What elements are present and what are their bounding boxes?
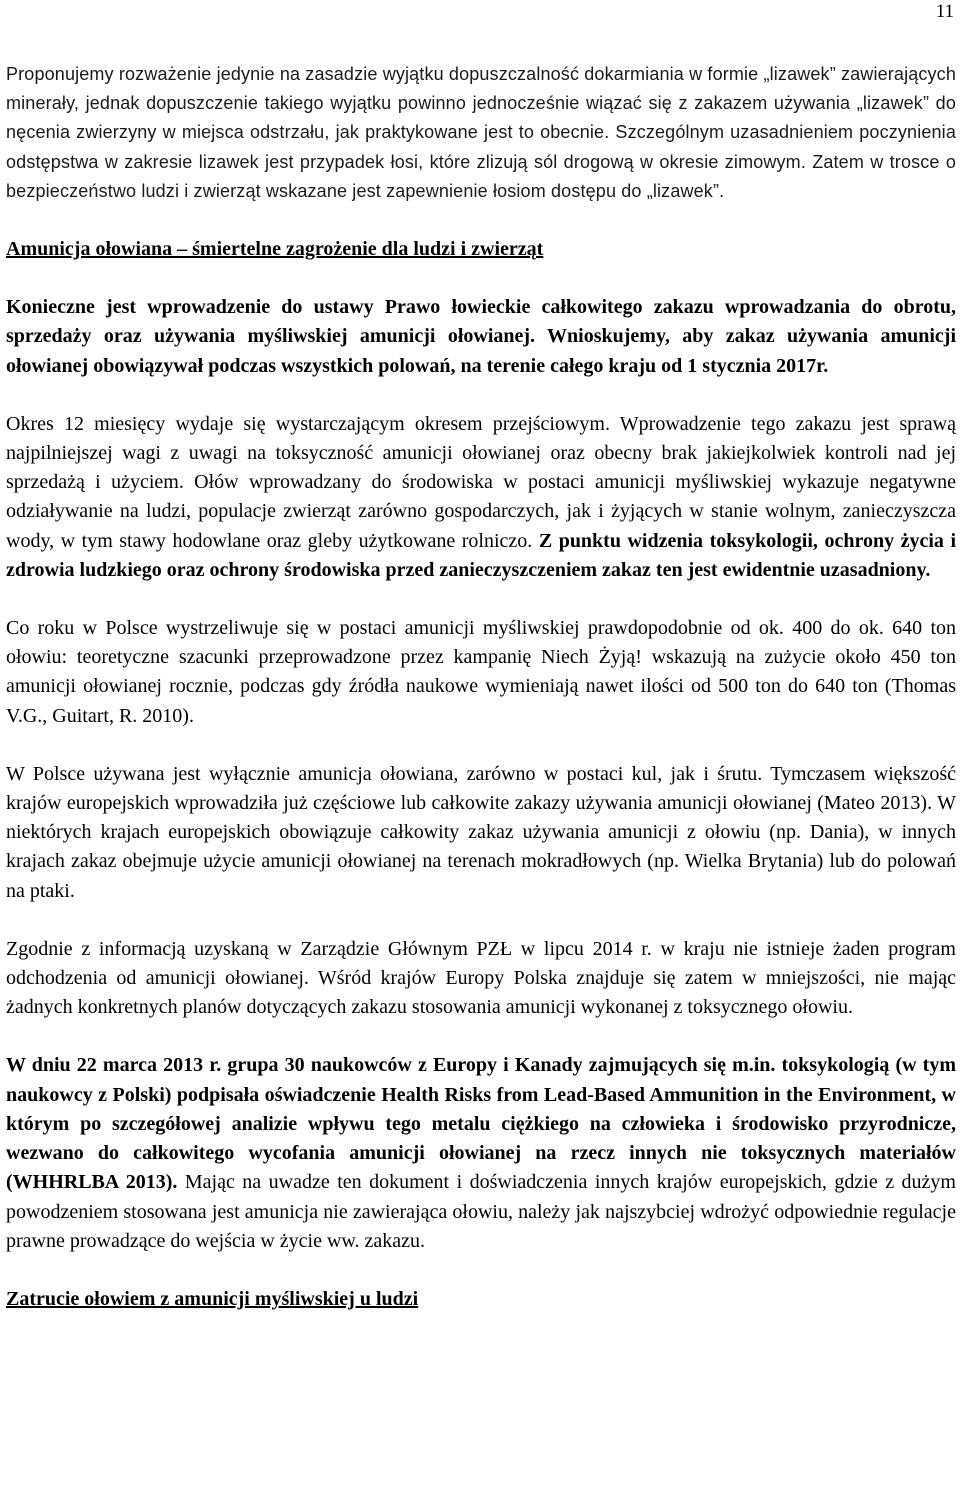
paragraph-transition-period-emphasis: Z punktu widzenia toksykologii, ochrony życia i zdrowia ludzkiego oraz ochrony środowiska przed zanieczyszczeniem zakaz ten jest ewidentnie uzasadniony.	[6, 529, 956, 581]
document-body	[6, 60, 956, 1314]
paragraph-transition-period	[6, 410, 956, 585]
section-heading-lead-ammunition: Amunicja ołowiana – śmiertelne zagrożenie dla ludzi i zwierząt	[6, 238, 544, 261]
paragraph-lizawki: Proponujemy rozważenie jedynie na zasadzie wyjątku dopuszczalność dokarmiania w formie „lizawek” zawierających minerały, jednak dopuszczenie takiego wyjątku powinno jednocześnie wiązać się z zakazem używania „lizawek” do nęcenia zwierzyny w miejsca odstrzału, jak praktykowane jest to obecnie. Szczególnym uzasadnieniem poczynienia odstępstwa w zakresie lizawek jest przypadek łosi, które zlizują sól drogową w okresie zimowym. Zatem w trosce o bezpieczeństwo ludzi i zwierząt wskazane jest zapewnienie łosiom dostępu do „lizawek”.	[6, 64, 956, 201]
paragraph-european-bans: W Polsce używana jest wyłącznie amunicja ołowiana, zarówno w postaci kul, jak i śrutu. Tymczasem większość krajów europejskich wprowadziła już częściowe lub całkowite zakazy używania amunicji ołowianej (Mateo 2013). W niektórych krajach europejskich obowiązuje całkowity zakaz używania amunicji z ołowiu (np. Dania), w innych krajach zakaz obejmuje użycie amunicji ołowianej na terenach mokradłowych (np. Wielka Brytania) lub do polowań na ptaki.	[6, 762, 956, 902]
paragraph-scientists-statement-text: Mając na uwadze ten dokument i doświadczenia innych krajów europejskich, gdzie z dużym powodzeniem stosowana jest amunicja nie zawierająca ołowiu, należy jak najszybciej wdrożyć odpowiednie regulacje prawne prowadzące do wejścia w życie ww. zakazu.	[6, 1171, 956, 1252]
paragraph-ban-proposal: Konieczne jest wprowadzenie do ustawy Prawo łowieckie całkowitego zakazu wprowadzania do obrotu, sprzedaży oraz używania myśliwskiej amunicji ołowianej. Wnioskujemy, aby zakaz używania amunicji ołowianej obowiązywał podczas wszystkich polowań, na terenie całego kraju od 1 stycznia 2017r.	[6, 296, 956, 377]
page-number: 11	[935, 1, 954, 22]
paragraph-lead-quantity: Co roku w Polsce wystrzeliwuje się w postaci amunicji myśliwskiej prawdopodobnie od ok. 400 do ok. 640 ton ołowiu: teoretyczne szacunki przeprowadzone przez kampanię Niech Żyją! wskazują na zużycie około 450 ton amunicji ołowianej rocznie, podczas gdy źródła naukowe wymieniają nawet ilości od 500 ton do 640 ton (Thomas V.G., Guitart, R. 2010).	[6, 617, 956, 727]
section-heading-lead-poisoning: Zatrucie ołowiem z amunicji myśliwskiej u ludzi	[6, 1287, 419, 1310]
paragraph-scientists-statement	[6, 1051, 956, 1255]
paragraph-transition-period-text: Okres 12 miesięcy wydaje się wystarczającym okresem przejściowym. Wprowadzenie tego zakazu jest sprawą najpilniejszej wagi z uwagi na toksyczność amunicji ołowianej oraz obecny brak jakiejkolwiek kontroli nad jej sprzedażą i użyciem. Ołów wprowadzany do środowiska w postaci amunicji myśliwskiej wykazuje negatywne odziaływanie na ludzi, populacje zwierząt zarówno gospodarczych, jak i żyjących w stanie wolnym, zanieczyszcza wody, w tym stawy hodowlane oraz gleby użytkowane rolniczo.	[6, 412, 956, 552]
paragraph-scientists-statement-emphasis: W dniu 22 marca 2013 r. grupa 30 naukowców z Europy i Kanady zajmujących się m.in. toksykologią (w tym naukowcy z Polski) podpisała oświadczenie Health Risks from Lead-Based Ammunition in the Environment, w którym po szczegółowej analizie wpływu tego metalu ciężkiego na człowieka i środowisko przyrodnicze, wezwano do całkowitego wycofania amunicji ołowianej na rzecz innych nie toksycznych materiałów (WHHRLBA 2013).	[6, 1054, 956, 1194]
paragraph-pzl-information: Zgodnie z informacją uzyskaną w Zarządzie Głównym PZŁ w lipcu 2014 r. w kraju nie istnieje żaden program odchodzenia od amunicji ołowianej. Wśród krajów Europy Polska znajduje się zatem w mniejszości, nie mając żadnych konkretnych planów dotyczących zakazu stosowania amunicji wykonanej z toksycznego ołowiu.	[6, 937, 956, 1019]
